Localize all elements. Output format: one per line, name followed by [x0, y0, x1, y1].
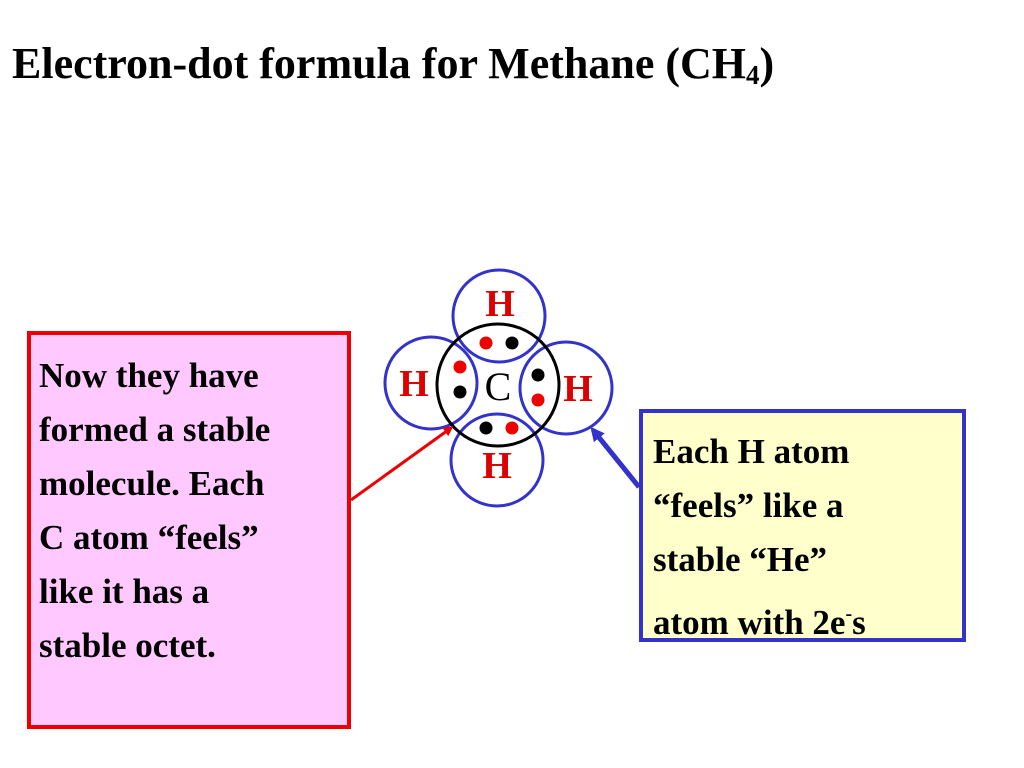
atom-label-top-h: H [485, 283, 515, 325]
electron-dot-right-black [532, 369, 545, 382]
electron-dot-top-black [506, 337, 519, 350]
note-line: Each H atom [653, 432, 850, 471]
atom-label-center-c: C [484, 364, 512, 409]
atom-label-left-h: H [399, 363, 429, 405]
electron-dot-bottom-red [506, 422, 519, 435]
arrow-to-hydrogen [593, 430, 639, 487]
hydrogen-helium-note [639, 409, 966, 642]
carbon-octet-note [27, 331, 351, 729]
atom-label-bottom-h: H [482, 445, 512, 487]
electron-dot-top-red [480, 337, 493, 350]
electron-dot-left-red [454, 361, 467, 374]
note-line: like it has a [39, 572, 210, 611]
note-line: stable octet. [39, 626, 216, 665]
note-line: formed a stable [39, 410, 271, 449]
note-line: “feels” like a [653, 486, 844, 525]
arrow-to-carbon [351, 428, 451, 500]
note-line: atom with 2e-s [653, 603, 866, 642]
electron-dot-left-black [454, 386, 467, 399]
note-line: Now they have [39, 356, 259, 395]
atom-label-right-h: H [563, 368, 593, 410]
electron-dot-right-red [532, 394, 545, 407]
note-line: molecule. Each [39, 464, 265, 503]
page-title: Electron-dot formula for Methane $(CH_4)$ [12, 39, 775, 90]
note-line: stable “He” [653, 540, 828, 579]
note-line: C atom “feels” [39, 518, 259, 557]
electron-dot-bottom-black [480, 422, 493, 435]
